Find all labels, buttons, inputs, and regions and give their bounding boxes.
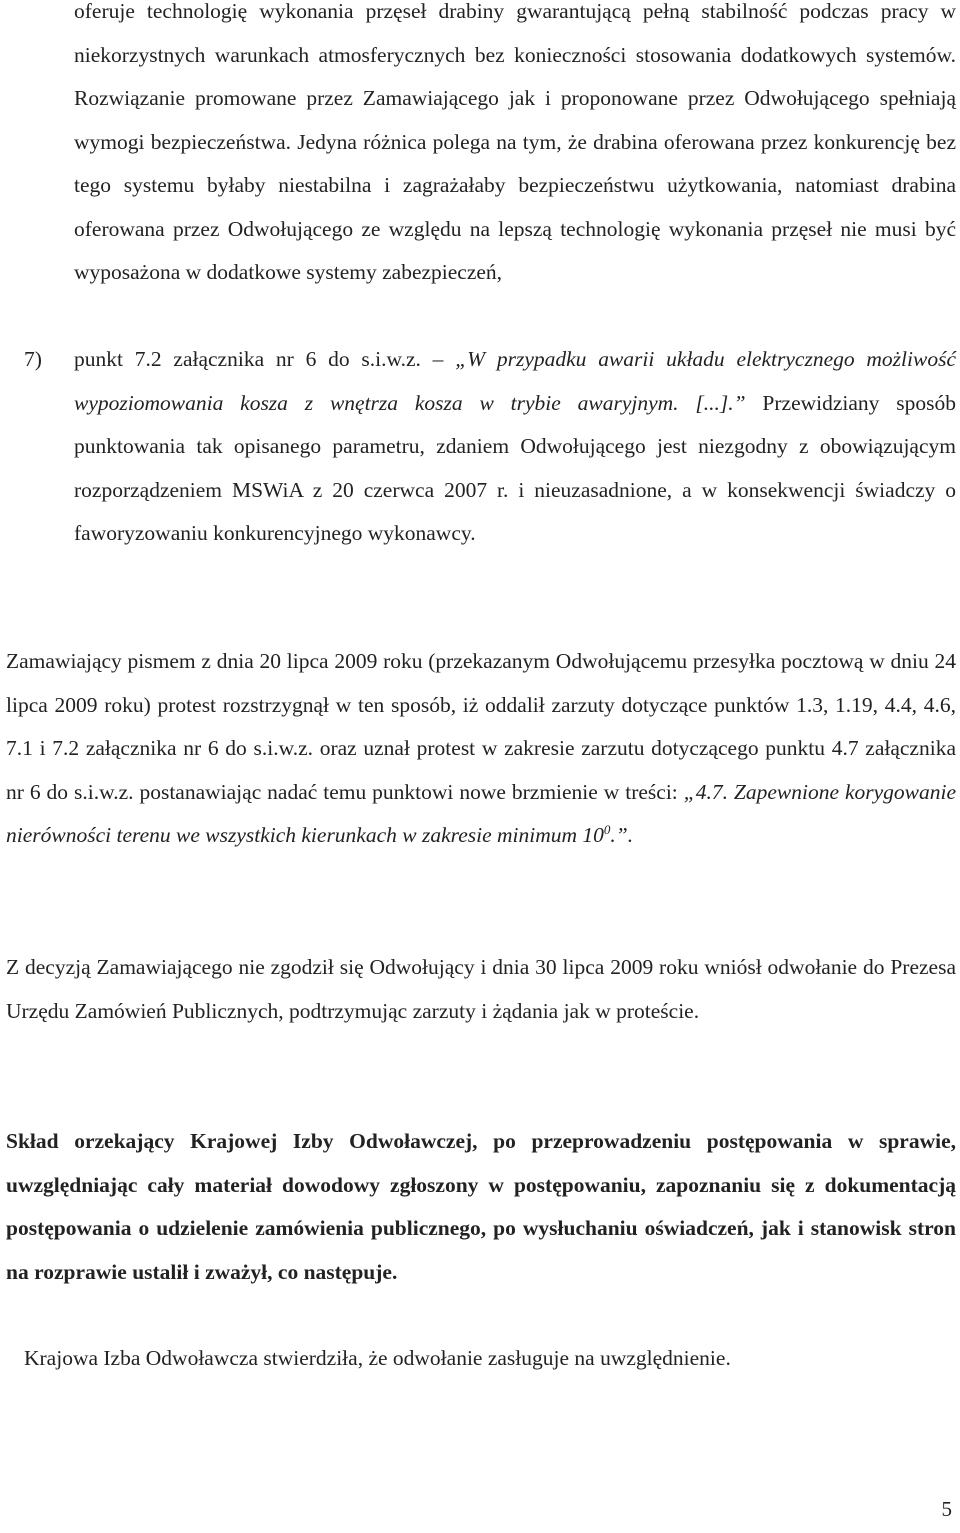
final-paragraph: Krajowa Izba Odwoławcza stwierdziła, że odwołanie zasługuje na uwzględnienie. <box>24 1346 731 1370</box>
item-rest: Przewidziany sposób punktowania tak opisanego parametru, zdaniem Odwołującego jest niezgodny z obowiązującym rozporządzeniem MSWiA z 20 czerwca 2007 r. i nieuzasadnione, a w konsekwencji świadczy o faworyzowaniu konkurencyjnego wykonawcy. <box>74 390 956 545</box>
protest-text: Zamawiający pismem z dnia 20 lipca 2009 roku (przekazanym Odwołującemu przesyłka pocztową w dniu 24 lipca 2009 roku) protest rozstrzygnął w ten sposób, iż oddalił zarzuty dotyczące punktów 1.3, 1.19, 4.4, 4.6, 7.1 i 7.2 załącznika nr 6 do s.i.w.z. oraz uznał protest w zakresie zarzutu dotyczącego punktu 4.7 załącznika nr 6 do s.i.w.z. postanawiając nadać temu punktowi nowe brzmienie w treści: <box>6 649 956 804</box>
appeal-paragraph: Z decyzją Zamawiającego nie zgodził się Odwołujący i dnia 30 lipca 2009 roku wniósł odwołanie do Prezesa Urzędu Zamówień Publicznych, podtrzymując zarzuty i żądania jak w proteście. <box>6 955 956 1023</box>
protest-sup: 0 <box>603 821 611 837</box>
protest-paragraph <box>6 640 956 858</box>
list-item-7 <box>74 338 956 556</box>
protest-quote-end: .”. <box>610 823 634 847</box>
continuation-paragraph: oferuje technologię wykonania przęseł drabiny gwarantującą pełną stabilność podczas pracy w niekorzystnych warunkach atmosferycznych bez konieczności stosowania dodatkowych systemów. Rozwiązanie promowane przez Zamawiającego jak i proponowane przez Odwołującego spełniają wymogi bezpieczeństwa. Jedyna różnica polega na tym, że drabina oferowana przez konkurencję bez tego systemu byłaby niestabilna i zagrażałaby bezpieczeństwu użytkowania, natomiast drabina oferowana przez Odwołującego ze względu na lepszą technologię wykonania przęseł nie musi być wyposażona w dodatkowe systemy zabezpieczeń, <box>74 0 956 284</box>
ruling-paragraph: Skład orzekający Krajowej Izby Odwoławczej, po przeprowadzeniu postępowania w sprawie, uwzględniając cały materiał dowodowy zgłoszony w postępowaniu, zapoznaniu się z dokumentacją postępowania o udzielenie zamówienia publicznego, po wysłuchaniu oświadczeń, jak i stanowisk stron na rozprawie ustalił i zważył, co następuje. <box>6 1129 956 1284</box>
item-quote: „W przypadku awarii układu elektrycznego możliwość wypoziomowania kosza z wnętrza kosza w trybie awaryjnym. [...].” <box>74 347 956 415</box>
page-number: 5 <box>941 1497 952 1521</box>
list-item-number: 7) <box>24 347 42 371</box>
item-lead: punkt 7.2 załącznika nr 6 do s.i.w.z. – <box>74 347 456 371</box>
protest-quote: „4.7. Zapewnione korygowanie nierówności terenu we wszystkich kierunkach w zakresie minimum 10 <box>6 779 956 847</box>
